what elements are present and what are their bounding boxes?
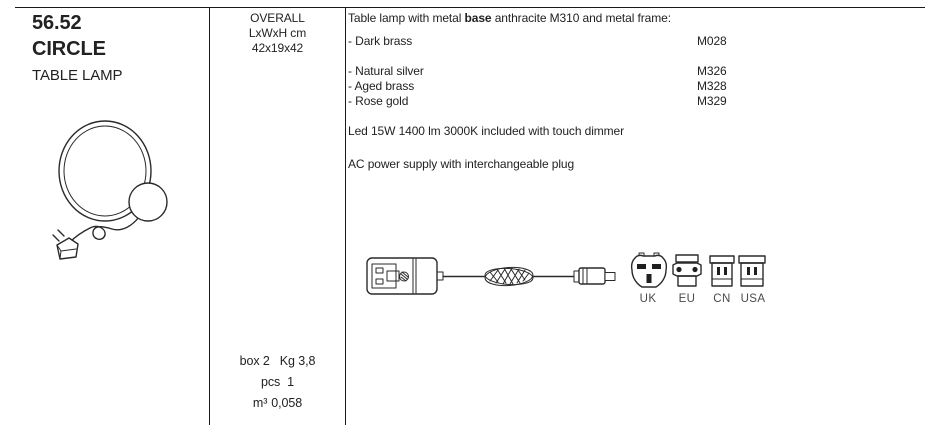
dimensions-unit: LxWxH cm [248, 26, 307, 40]
volume-value: 0,058 [271, 396, 303, 410]
finish-row [348, 64, 923, 79]
power-adapter-illustration [363, 250, 623, 300]
lamp-plug-icon [53, 230, 78, 259]
finish-label: - Dark brass [348, 34, 413, 48]
lamp-illustration [45, 108, 185, 268]
box-count: box 2 [239, 354, 270, 368]
plug-label-uk: UK [639, 293, 657, 305]
eu-plug-icon [673, 255, 701, 286]
packaging-box-row [210, 351, 345, 372]
finish-label: - Natural silver [348, 64, 424, 78]
finish-label: - Rose gold [348, 94, 409, 108]
led-spec-line: Led 15W 1400 lm 3000K included with touch dimmer [348, 124, 625, 138]
finish-code: M326 [697, 64, 727, 78]
finish-code: M028 [697, 34, 727, 48]
adapter-body-icon [367, 258, 437, 294]
column-divider-right [345, 7, 346, 425]
intro-text: Table lamp with metal [348, 11, 465, 25]
pcs-label: pcs [260, 375, 281, 389]
lamp-sphere-icon [129, 183, 167, 221]
usa-plug-icon [739, 256, 765, 286]
finish-code: M329 [697, 94, 727, 108]
description-block [348, 11, 923, 172]
power-supply-line: AC power supply with interchangeable plug [348, 157, 575, 171]
packaging-block [210, 351, 345, 414]
cable-coil-icon [484, 266, 533, 287]
product-type: TABLE LAMP [32, 67, 123, 84]
dimensions-block [210, 11, 345, 56]
adapter-nub-icon [437, 272, 443, 280]
finish-label: - Aged brass [348, 79, 415, 93]
product-header [32, 10, 122, 84]
volume-label: m³ [252, 396, 268, 410]
adapter-plug-face-icon [372, 264, 409, 288]
plug-label-usa: USA [740, 293, 766, 305]
uk-plug-icon [632, 253, 667, 287]
cn-plug-icon [710, 256, 734, 286]
box-weight: Kg 3,8 [279, 354, 316, 368]
description-intro [348, 11, 923, 26]
plug-types-illustration [627, 252, 769, 294]
finish-row [348, 34, 923, 49]
product-name: CIRCLE [32, 38, 106, 60]
dc-connector-icon [574, 268, 615, 284]
dimensions-value: 42x19x42 [251, 41, 304, 55]
packaging-volume-row [210, 393, 345, 414]
intro-bold-text: base [464, 11, 492, 25]
plug-label-eu: EU [678, 293, 696, 305]
top-border [15, 7, 925, 8]
plug-label-cn: CN [713, 293, 731, 305]
dimensions-label: OVERALL [250, 11, 305, 25]
packaging-pcs-row [210, 372, 345, 393]
intro-text-tail: anthracite M310 and metal frame: [491, 11, 671, 25]
pcs-value: 1 [287, 375, 294, 389]
finish-row [348, 94, 923, 109]
finish-code: M328 [697, 79, 727, 93]
product-code: 56.52 [32, 12, 82, 34]
finish-row [348, 79, 923, 94]
